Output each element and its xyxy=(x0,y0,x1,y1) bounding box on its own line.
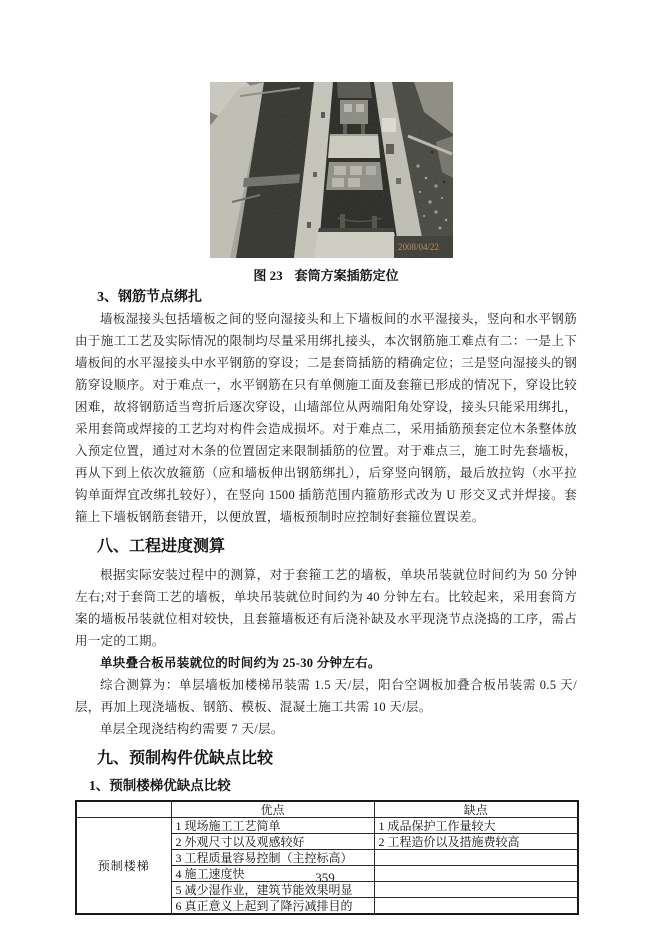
figure-photo xyxy=(210,82,453,258)
advantage-cell: 5 减少湿作业，建筑节能效果明显 xyxy=(171,882,374,898)
page-number: 359 xyxy=(315,870,335,885)
photo-timestamp: 2008/04/22 xyxy=(398,242,440,252)
section-heading-comparison: 九、预制构件优缺点比较 xyxy=(97,750,274,767)
paragraph-schedule-3: 综合测算为：单层墙板加楼梯吊装需 1.5 天/层，阳台空调板加叠合板吊装需 0.5 天/层，再加上现浇墙板、钢筋、模板、混凝土施工共需 10 天/层。 xyxy=(75,678,577,714)
section-heading-schedule: 八、工程进度测算 xyxy=(97,538,226,555)
figure-caption xyxy=(75,267,577,285)
advantage-cell: 1 现场施工工艺简单 xyxy=(171,818,374,834)
table-row xyxy=(76,818,578,834)
advantage-cell: 2 外观尺寸以及观感较好 xyxy=(171,834,374,850)
comparison-table xyxy=(75,800,579,915)
table-col-disadvantages: 缺点 xyxy=(374,801,578,818)
table-header-row xyxy=(76,801,578,818)
figure-caption-text: 套筒方案插筋定位 xyxy=(294,268,399,283)
figure-caption-label: 图 23 xyxy=(253,268,283,283)
table-col-advantages: 优点 xyxy=(171,801,374,818)
section-heading-rebar: 3、钢筋节点绑扎 xyxy=(97,290,202,305)
subsection-heading-stairs: 1、预制楼梯优缺点比较 xyxy=(89,778,231,793)
disadvantage-cell: 2 工程造价以及措施费较高 xyxy=(374,834,578,850)
table-corner-cell xyxy=(76,801,171,818)
disadvantage-cell xyxy=(374,850,578,866)
table-row-label: 预制楼梯 xyxy=(76,818,171,915)
disadvantage-cell: 1 成品保护工作量较大 xyxy=(374,818,578,834)
advantage-cell: 4 施工速度快 xyxy=(171,866,374,882)
construction-photo xyxy=(210,82,453,258)
advantage-cell: 6 真正意义上起到了降污减排目的 xyxy=(171,898,374,915)
paragraph-schedule-2: 单块叠合板吊装就位的时间约为 25-30 分钟左右。 xyxy=(100,656,381,670)
page-content xyxy=(75,0,577,915)
paragraph-rebar: 墙板湿接头包括墙板之间的竖向湿接头和上下墙板间的水平湿接头，竖向和水平钢筋由于施工工艺及实际情况的限制均尽量采用绑扎接头，本次钢筋施工难点有二：一是上下墙板间的水平湿接头中水平钢筋的穿设；二是套筒插筋的精确定位；三是竖向湿接头的钢筋穿设顺序。对于难点一，水平钢筋在只有单侧施工面及套箍已形成的情况下，穿设比较困难，故将钢筋适当弯折后逐次穿设，山墙部位从两端阳角处穿设，接头只能采用绑扎，采用套筒或焊接的工艺均对构件会造成损坏。对于难点二，采用插筋预套定位木条整体放入预定位置，通过对木条的位置固定来限制插筋的位置。对于难点三，施工时先套墙板，再从下到上依次放箍筋（应和墙板伸出钢筋绑扎），后穿竖向钢筋，最后放拉钩（水平拉钩单面焊宜改绑扎较好），在竖向 1500 插筋范围内箍筋形式改为 U 形交叉式并焊接。套箍上下墙板钢筋套错开，以便放置，墙板预制时应控制好套箍位置误差。 xyxy=(75,312,577,524)
paragraph-schedule-4: 单层全现浇结构约需要 7 天/层。 xyxy=(100,722,284,736)
disadvantage-cell xyxy=(374,898,578,915)
paragraph-schedule-1: 根据实际安装过程中的测算，对于套箍工艺的墙板，单块吊装就位时间约为 50 分钟左右;对于套筒工艺的墙板，单块吊装就位时间约为 40 分钟左右。比较起来，采用套筒方案的墙板吊装就位相对较快，且套箍墙板还有后浇补缺及水平现浇节点浇捣的工序，需占用一定的工期。 xyxy=(75,568,577,648)
advantage-cell: 3 工程质量容易控制（主控标高） xyxy=(171,850,374,866)
